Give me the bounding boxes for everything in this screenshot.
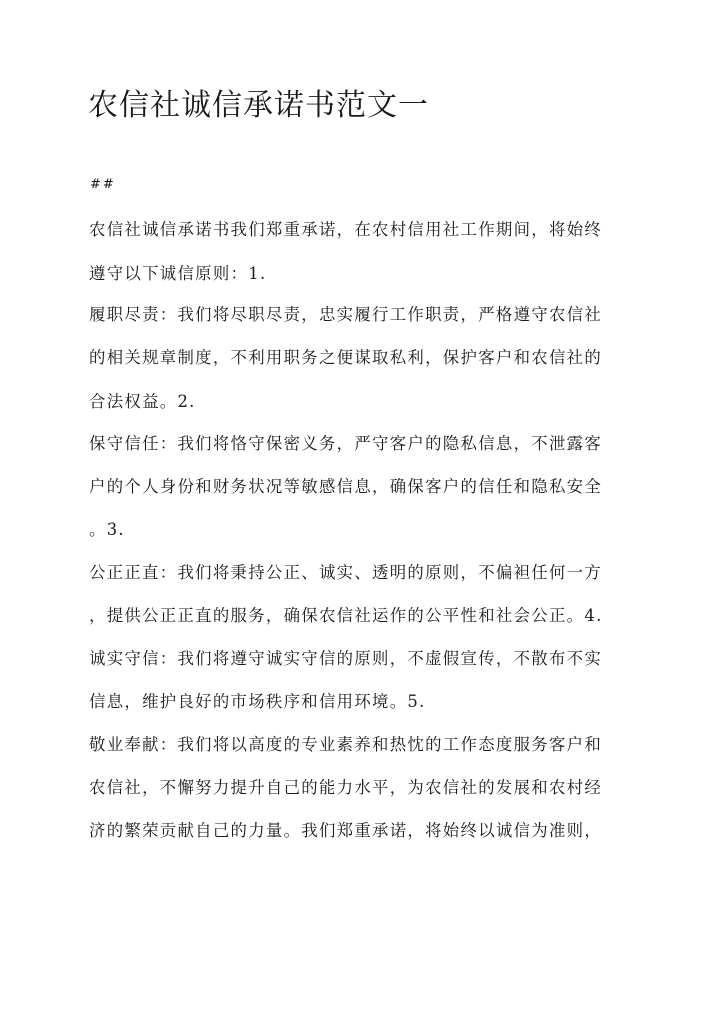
body-line: 合法权益。2. [89, 392, 196, 411]
body-line: 诚实守信：我们将遵守诚实守信的原则，不虚假宣传，不散布不实 [89, 649, 603, 668]
body-line: 敬业奉献：我们将以高度的专业素养和热忱的工作态度服务客户和 [89, 735, 603, 754]
body-line: 。3. [89, 520, 125, 539]
body-line: ，提供公正正直的服务，确保农信社运作的公平性和社会公正。4. [89, 606, 603, 625]
body-line: 的相关规章制度，不利用职务之便谋取私利，保护客户和农信社的 [89, 348, 603, 367]
body-line: 济的繁荣贡献自己的力量。我们郑重承诺，将始终以诚信为准则， [89, 821, 603, 840]
body-line: 履职尽责：我们将尽职尽责，忠实履行工作职责，严格遵守农信社 [89, 305, 603, 324]
body-line: 遵守以下诚信原则：1. [89, 264, 267, 283]
body-line: 农信社诚信承诺书我们郑重承诺，在农村信用社工作期间，将始终 [89, 220, 603, 239]
body-line: 户的个人身份和财务状况等敏感信息，确保客户的信任和隐私安全 [89, 477, 603, 496]
body-line: 农信社，不懈努力提升自己的能力水平，为农信社的发展和农村经 [89, 778, 603, 797]
body-line: 保守信任：我们将恪守保密义务，严守客户的隐私信息，不泄露客 [89, 434, 603, 453]
body-line: 公正正直：我们将秉持公正、诚实、透明的原则，不偏袒任何一方 [89, 563, 603, 582]
document-title: 农信社诚信承诺书范文一 [88, 88, 429, 123]
body-line: 信息，维护良好的市场秩序和信用环境。5. [89, 692, 426, 711]
section-marker: ## [90, 177, 116, 192]
